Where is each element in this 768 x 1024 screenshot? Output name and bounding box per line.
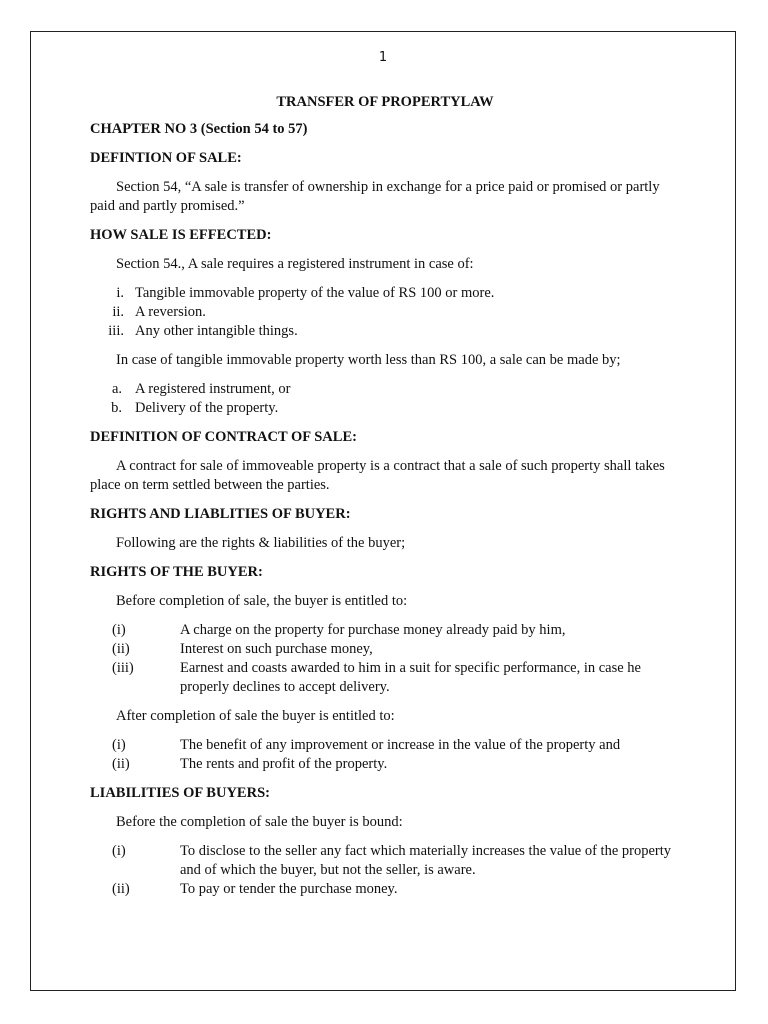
list-item-text: A registered instrument, or xyxy=(135,381,291,397)
list-item xyxy=(90,621,680,640)
contract-of-sale-heading: DEFINITION OF CONTRACT OF SALE: xyxy=(90,429,357,445)
list-marker: (ii) xyxy=(112,881,130,897)
list-marker: ii. xyxy=(112,304,124,320)
page-number: 1 xyxy=(378,50,388,65)
list-item xyxy=(90,399,680,418)
less-than-100-intro: In case of tangible immovable property worth less than RS 100, a sale can be made by; xyxy=(116,352,621,368)
chapter-heading: CHAPTER NO 3 (Section 54 to 57) xyxy=(90,121,308,137)
list-item xyxy=(90,380,680,399)
list-item-text: The rents and profit of the property. xyxy=(180,756,388,772)
list-marker: b. xyxy=(111,400,122,416)
list-item-text: Any other intangible things. xyxy=(135,323,298,339)
rights-liabilities-text: Following are the rights & liabilities of the buyer; xyxy=(116,535,406,551)
list-item-text: A charge on the property for purchase money already paid by him, xyxy=(180,622,566,638)
list-item xyxy=(90,284,680,303)
document-page xyxy=(30,31,736,991)
list-marker: (iii) xyxy=(112,660,134,676)
list-item xyxy=(90,842,680,880)
liabilities-list xyxy=(90,842,680,899)
list-item xyxy=(90,322,680,341)
rights-before-completion-intro: Before completion of sale, the buyer is entitled to: xyxy=(116,593,408,609)
rights-of-buyer-heading: RIGHTS OF THE BUYER: xyxy=(90,564,263,580)
list-item-text: Interest on such purchase money, xyxy=(180,641,373,657)
list-marker: i. xyxy=(116,285,124,301)
how-sale-effected-heading: HOW SALE IS EFFECTED: xyxy=(90,227,272,243)
registered-instrument-list xyxy=(90,284,680,341)
list-item xyxy=(90,303,680,322)
how-sale-effected-intro: Section 54., A sale requires a registered instrument in case of: xyxy=(116,256,474,272)
document-title: TRANSFER OF PROPERTYLAW xyxy=(276,94,494,110)
definition-of-sale-text: Section 54, “A sale is transfer of ownership in exchange for a price paid or promised or partly paid and partly promised.” xyxy=(90,179,660,214)
list-item-text: A reversion. xyxy=(135,304,206,320)
list-item-text: To disclose to the seller any fact which materially increases the value of the property and of which the buyer, but not the seller, is aware. xyxy=(180,843,671,878)
liabilities-of-buyers-heading: LIABILITIES OF BUYERS: xyxy=(90,785,270,801)
rights-after-completion-list xyxy=(90,736,680,774)
liabilities-intro: Before the completion of sale the buyer is bound: xyxy=(116,814,403,830)
list-marker: (i) xyxy=(112,737,126,753)
rights-after-completion-intro: After completion of sale the buyer is entitled to: xyxy=(116,708,395,724)
definition-of-sale-heading: DEFINTION OF SALE: xyxy=(90,150,242,166)
list-item xyxy=(90,736,680,755)
list-item xyxy=(90,755,680,774)
rights-before-completion-list xyxy=(90,621,680,697)
list-item xyxy=(90,640,680,659)
contract-of-sale-text: A contract for sale of immoveable property is a contract that a sale of such property shall takes place on term settled between the parties. xyxy=(90,458,665,493)
list-item xyxy=(90,659,680,697)
list-marker: (i) xyxy=(112,843,126,859)
list-item-text: To pay or tender the purchase money. xyxy=(180,881,398,897)
list-marker: (i) xyxy=(112,622,126,638)
page-content xyxy=(90,93,680,909)
list-item-text: Delivery of the property. xyxy=(135,400,279,416)
list-marker: (ii) xyxy=(112,641,130,657)
sale-method-list xyxy=(90,380,680,418)
list-item-text: Tangible immovable property of the value of RS 100 or more. xyxy=(135,285,495,301)
list-item xyxy=(90,880,680,899)
list-item-text: Earnest and coasts awarded to him in a suit for specific performance, in case he properly declines to accept delivery. xyxy=(180,660,641,695)
rights-liabilities-heading: RIGHTS AND LIABLITIES OF BUYER: xyxy=(90,506,351,522)
list-marker: (ii) xyxy=(112,756,130,772)
list-marker: iii. xyxy=(108,323,124,339)
list-item-text: The benefit of any improvement or increase in the value of the property and xyxy=(180,737,621,753)
list-marker: a. xyxy=(111,381,122,397)
